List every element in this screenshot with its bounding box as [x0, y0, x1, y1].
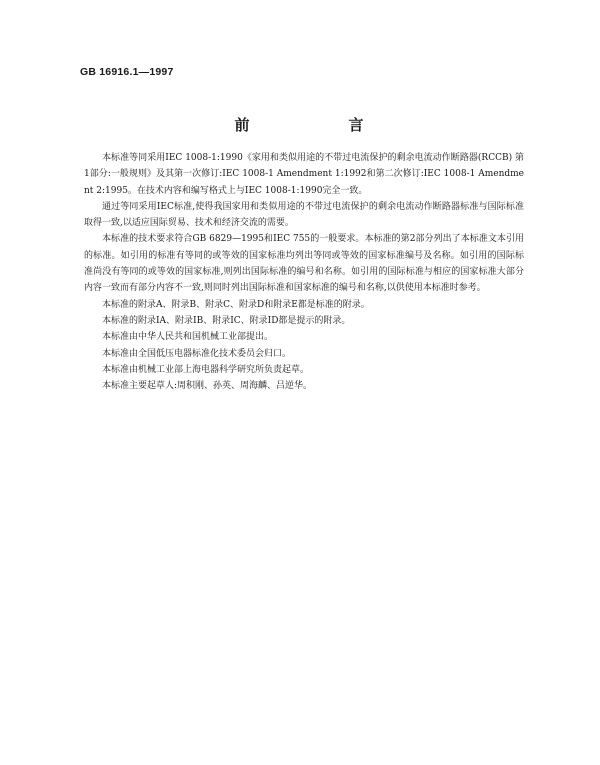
paragraph-drafters: 本标准主要起草人:周积刚、孙英、周海麟、吕逆华。 — [102, 381, 313, 392]
page-title: 前 言 — [234, 116, 406, 134]
paragraph-adoption: 本标准等同采用IEC 1008-1:1990《家用和类似用途的不带过电流保护的剩余电流动作断路器(RCCB) 第1部分:一般规则》及其第一次修订:IEC 1008-1 Amendment 1:1992和第二次修订:IEC 1008-1 Amendment 2:1995。在技术内容和编写格式上与IEC 1008-1:1990完全一致。 — [84, 153, 524, 196]
paragraph-informative-annexes: 本标准的附录ⅠA、附录ⅠB、附录ⅠC、附录ⅠD都是提示的附录。 — [102, 315, 351, 326]
standard-code: GB 16916.1—1997 — [80, 66, 174, 78]
paragraph-centralized-by: 本标准由全国低压电器标准化技术委员会归口。 — [102, 348, 292, 359]
foreword-body — [84, 150, 524, 394]
paragraph-drafted-by: 本标准由机械工业部上海电器科学研究所负责起草。 — [102, 364, 310, 375]
paragraph-normative-annexes: 本标准的附录A、附录B、附录C、附录D和附录E都是标准的附录。 — [102, 299, 370, 310]
paragraph-purpose: 通过等同采用IEC标准,使得我国家用和类似用途的不带过电流保护的剩余电流动作断路器标准与国际标准取得一致,以适应国际贸易、技术和经济交流的需要。 — [84, 201, 524, 229]
paragraph-proposed-by: 本标准由中华人民共和国机械工业部提出。 — [102, 332, 274, 343]
paragraph-technical-requirements: 本标准的技术要求符合GB 6829—1995和IEC 755的一般要求。本标准的第2部分列出了本标准文本引用的标准。如引用的标准有等同的或等效的国家标准均列出等同或等效的国家标准编号及名称。如引用的国际标准尚没有等同的或等效的国家标准,则列出国际标准的编号和名称。如引用的国际标准与相应的国家标准大部分内容一致而有部分内容不一致,则同时列出国际标准和国家标准的编号和名称,以供使用本标准时参考。 — [84, 234, 524, 294]
